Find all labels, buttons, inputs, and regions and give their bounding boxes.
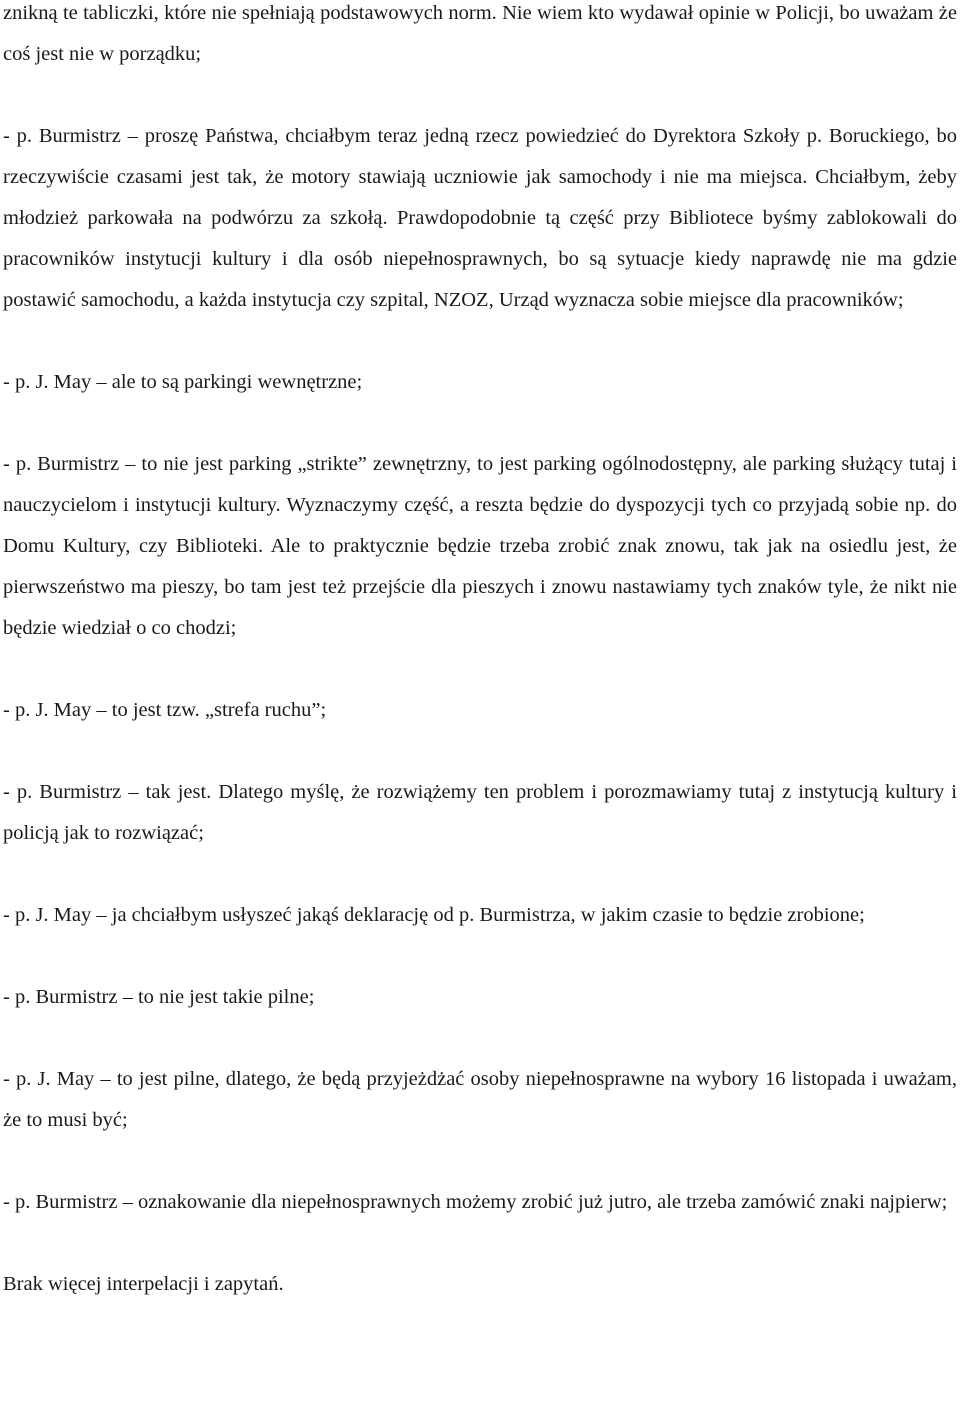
paragraph-burmistrz-4: - p. Burmistrz – to nie jest takie pilne; [3,986,315,1008]
paragraph-burmistrz-5: - p. Burmistrz – oznakowanie dla niepełnosprawnych możemy zrobić już jutro, ale trzeba zamówić znaki najpierw; [3,1191,948,1213]
paragraph-gap [3,75,957,116]
paragraph-gap [3,854,957,895]
paragraph-gap [3,1223,957,1264]
paragraph-gap [3,1018,957,1059]
paragraph-may-3: - p. J. May – ja chciałbym usłyszeć jakąś deklarację od p. Burmistrza, w jakim czasie to będzie zrobione; [3,904,865,926]
paragraph-gap [3,649,957,690]
document-page [3,0,957,1305]
paragraph-intro: znikną te tabliczki, które nie spełniają podstawowych norm. Nie wiem kto wydawał opinie w Policji, bo uważam że coś jest nie w porządku; [3,2,957,65]
paragraph-gap [3,321,957,362]
paragraph-may-1: - p. J. May – ale to są parkingi wewnętrzne; [3,371,363,393]
paragraph-burmistrz-3: - p. Burmistrz – tak jest. Dlatego myślę, że rozwiążemy ten problem i porozmawiamy tutaj z instytucją kultury i policją jak to rozwiązać; [3,781,957,844]
paragraph-may-2: - p. J. May – to jest tzw. „strefa ruchu”; [3,699,327,721]
paragraph-gap [3,1141,957,1182]
paragraph-may-4: - p. J. May – to jest pilne, dlatego, że będą przyjeżdżać osoby niepełnosprawne na wybory 16 listopada i uważam, że to musi być; [3,1068,957,1131]
paragraph-gap [3,731,957,772]
paragraph-gap [3,936,957,977]
paragraph-gap [3,403,957,444]
paragraph-burmistrz-2: - p. Burmistrz – to nie jest parking „strikte” zewnętrzny, to jest parking ogólnodostępny, ale parking służący tutaj i nauczycielom i instytucji kultury. Wyznaczymy część, a reszta będzie do dyspozycji tych co przyjadą sobie np. do Domu Kultury, czy Biblioteki. Ale to praktycznie będzie trzeba zrobić znak znowu, tak jak na osiedlu jest, że pierwszeństwo ma pieszy, bo tam jest też przejście dla pieszych i znowu nastawiamy tych znaków tyle, że nikt nie będzie wiedział o co chodzi; [3,453,957,639]
paragraph-burmistrz-1: - p. Burmistrz – proszę Państwa, chciałbym teraz jedną rzecz powiedzieć do Dyrektora Szkoły p. Boruckiego, bo rzeczywiście czasami jest tak, że motory stawiają uczniowie jak samochody i nie ma miejsca. Chciałbym, żeby młodzież parkowała na podwórzu za szkołą. Prawdopodobnie tą część przy Bibliotece byśmy zablokowali do pracowników instytucji kultury i dla osób niepełnosprawnych, bo są sytuacje kiedy naprawdę nie ma gdzie postawić samochodu, a każda instytucja czy szpital, NZOZ, Urząd wyznacza sobie miejsce dla pracowników; [3,125,957,311]
paragraph-closing: Brak więcej interpelacji i zapytań. [3,1273,284,1295]
